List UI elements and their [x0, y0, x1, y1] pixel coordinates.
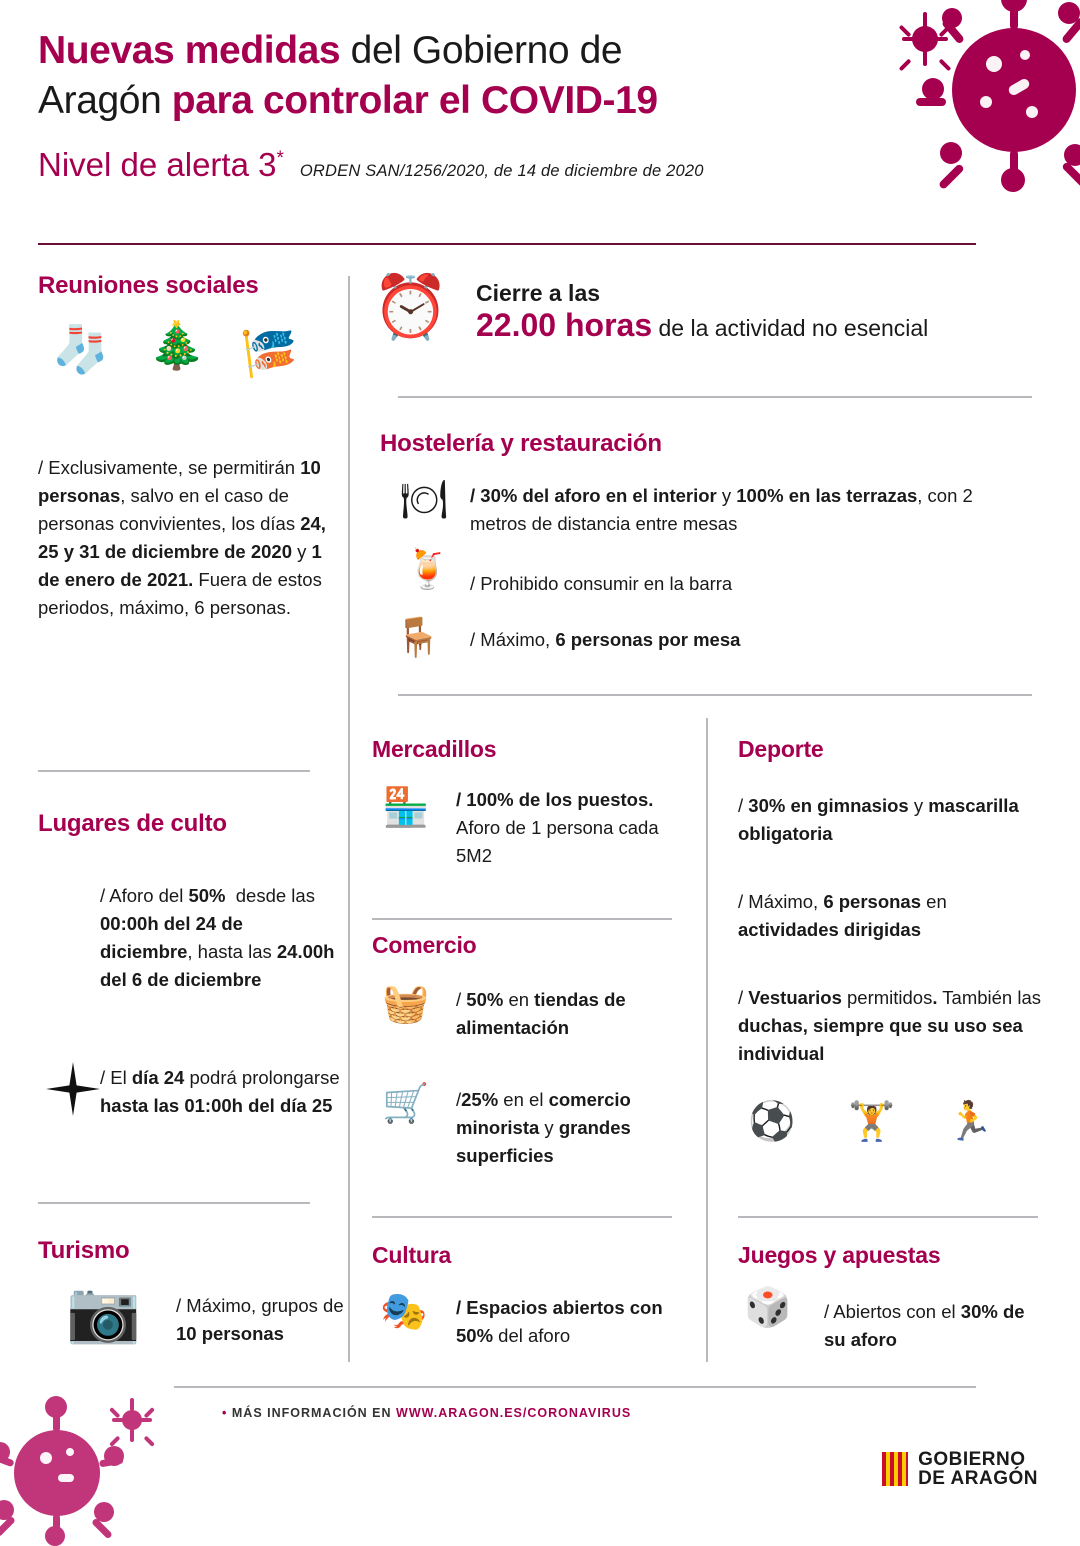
section-title-cultura: Cultura [372, 1242, 452, 1268]
hosteleria-item-1: / 30% del aforo en el interior y 100% en las terrazas, con 2 metros de distancia entre mesas [470, 485, 973, 534]
cierre-hour: 22.00 horas [476, 307, 653, 343]
deporte-item-1: / 30% en gimnasios y mascarilla obligatoria [738, 795, 1019, 844]
cierre-line1: Cierre a las [476, 280, 601, 306]
christmas-tree-icon: 🎄 [148, 318, 206, 372]
footer-info [222, 1406, 631, 1420]
footer-divider [174, 1386, 976, 1388]
dice-icon: 🎲 [744, 1285, 792, 1329]
header [38, 26, 918, 184]
section-title-hosteleria: Hostelería y restauración [380, 430, 662, 457]
reuniones-text: / Exclusivamente, se permitirán 10 personas, salvo en el caso de personas convivientes, los días 24, 25 y 31 de diciembre de 2020 y 1 de enero de 2021. Fuera de estos periodos, máximo, 6 personas. [38, 457, 326, 618]
footer-bullet: • [222, 1406, 228, 1420]
title-part-3: Aragón [38, 79, 172, 122]
divider-left-middle [348, 276, 350, 1362]
culto-item-2: / El día 24 podrá prolongarse hasta las 01:00h del día 25 [100, 1067, 340, 1116]
gobierno-line2: DE ARAGÓN [918, 1468, 1038, 1489]
weightlifter-icon: 🏋 [848, 1099, 896, 1143]
christmas-stocking-icon: 🧦 [52, 322, 110, 376]
orden-reference: ORDEN SAN/1256/2020, de 14 de diciembre de 2020 [299, 162, 704, 180]
page-title [38, 26, 918, 126]
shopping-basket-icon: 🧺 [382, 981, 430, 1025]
divider-middle-right [706, 718, 708, 1362]
alert-level-text: Nivel de alerta 3 [38, 146, 277, 183]
middle-divider-2 [398, 694, 1032, 696]
header-divider [38, 243, 976, 245]
alarm-clock-icon: ⏰ [372, 270, 450, 343]
gobierno-line1: GOBIERNO [918, 1449, 1026, 1470]
runner-icon: 🏃 [946, 1099, 994, 1143]
gobierno-text [918, 1450, 1038, 1488]
left-divider-1 [38, 770, 310, 772]
section-title-deporte: Deporte [738, 736, 824, 762]
juegos-text: / Abiertos con el 30% de su aforo [824, 1301, 1025, 1350]
comercio-item-1: / 50% en tiendas de alimentación [456, 989, 626, 1038]
alert-level [38, 146, 284, 184]
market-stall-icon: 🏪 [382, 785, 430, 829]
left-divider-2 [38, 1202, 310, 1204]
culto-item-1: / Aforo del 50% desde las 00:00h del 24 de diciembre, hasta las 24.00h del 6 de diciembre [100, 885, 335, 990]
table-chairs-icon: 🪑 [394, 615, 442, 659]
aragon-flag-icon [882, 1452, 908, 1486]
deporte-item-3: / Vestuarios permitidos. También las duchas, siempre que su uso sea individual [738, 987, 1042, 1064]
camera-icon: 📷 [66, 1277, 141, 1347]
title-part-1: Nuevas medidas [38, 29, 341, 72]
title-part-4: para controlar el COVID-19 [171, 79, 658, 122]
middle-divider-4 [372, 1216, 672, 1218]
section-title-reuniones: Reuniones sociales [38, 272, 259, 299]
serving-dish-icon: 🍽 [400, 477, 449, 521]
deporte-item-2: / Máximo, 6 personas en actividades dirigidas [738, 891, 947, 940]
right-divider-1 [738, 1216, 1038, 1218]
christmas-bauble-icon: 🎏 [240, 326, 298, 380]
section-title-juegos: Juegos y apuestas [738, 1242, 941, 1268]
cierre-text [476, 280, 928, 344]
deporte-illustration [738, 1099, 1048, 1172]
middle-divider-3 [372, 918, 672, 920]
alert-level-row [38, 146, 918, 184]
cocktail-icon: 🍹 [404, 547, 452, 591]
soccer-ball-icon: ⚽ [748, 1099, 796, 1143]
footer-info-label: MÁS INFORMACIÓN EN [231, 1406, 397, 1420]
virus-decoration-small-bottom [106, 1394, 158, 1446]
shopping-cart-icon: 🛒 [382, 1081, 430, 1125]
turismo-text: / Máximo, grupos de 10 personas [176, 1295, 344, 1344]
mercadillos-text: / 100% de los puestos. Aforo de 1 persona cada 5M2 [456, 789, 659, 866]
comercio-item-2: /25% en el comercio minorista y grandes superficies [456, 1089, 631, 1166]
footer-info-link[interactable]: WWW.ARAGON.ES/CORONAVIRUS [396, 1406, 632, 1420]
sparkle-star-icon [46, 1062, 100, 1116]
cierre-line2 [476, 307, 928, 344]
alert-asterisk: * [276, 148, 284, 169]
section-title-comercio: Comercio [372, 932, 477, 958]
cultura-text: / Espacios abiertos con 50% del aforo [456, 1297, 663, 1346]
hosteleria-item-2: / Prohibido consumir en la barra [470, 573, 733, 594]
cierre-rest: de la actividad no esencial [652, 315, 929, 341]
reuniones-illustration [44, 316, 334, 426]
section-title-turismo: Turismo [38, 1237, 130, 1264]
section-title-culto: Lugares de culto [38, 810, 227, 837]
title-part-2: del Gobierno de [340, 29, 623, 72]
hosteleria-item-3: / Máximo, 6 personas por mesa [470, 629, 741, 650]
theatre-masks-icon: 🎭 [380, 1289, 428, 1333]
gobierno-de-aragon-logo [882, 1450, 1038, 1488]
middle-divider-1 [398, 396, 1032, 398]
section-title-mercadillos: Mercadillos [372, 736, 497, 762]
